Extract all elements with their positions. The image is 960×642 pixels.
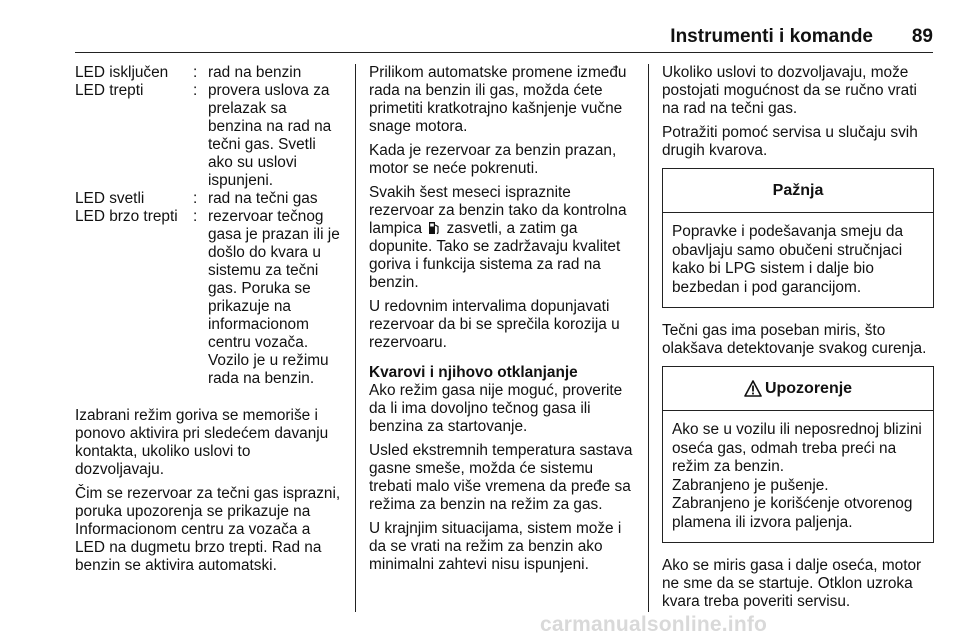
led-description: rezervoar tečnog gasa je prazan ili je došlo do kvara u sistemu za tečni gas. Poruka se prikazuje na informacionom centru vozača. Vozilo je u režimu rada na benzin. — [208, 208, 340, 387]
led-row — [75, 64, 342, 82]
led-status-table — [75, 64, 342, 388]
warning-line: Zabranjeno je pušenje. — [672, 476, 829, 494]
column-divider-2 — [648, 64, 649, 612]
revert-petrol-text: U krajnjim situacijama, sistem može i da se vrati na režim za benzin ako minimalni zahtevi nisu ispunjeni. — [369, 520, 622, 573]
warning-box — [662, 366, 934, 543]
led-description: rad na tečni gas — [208, 190, 318, 207]
led-state: LED isključen — [75, 64, 169, 81]
persistent-smell-text: Ako se miris gasa i dalje oseća, motor ne sme da se startuje. Otklon uzroka kvara treba poveriti servisu. — [662, 557, 922, 610]
lpg-empty-text: Čim se rezervoar za tečni gas isprazni, poruka upozorenja se prikazuje na Informacionom centru za vozača a LED na dugmetu brzo trepti. Rad na benzin se aktivira automatski. — [75, 485, 341, 574]
fuel-mode-memory-text: Izabrani režim goriva se memoriše i ponovo aktivira pri sledećem davanju kontakta, ukoliko uslovi to dozvoljavaju. — [75, 407, 329, 478]
notice-box — [662, 168, 934, 308]
page-title: Instrumenti i komande — [670, 26, 873, 47]
notice-body: Popravke i podešavanja smeju da obavljaju samo obučeni stručnjaci kako bi LPG sistem i dalje bio bezbedan i pod garancijom. — [672, 223, 904, 296]
led-row — [75, 208, 342, 388]
led-state: LED trepti — [75, 82, 144, 99]
header-rule — [75, 52, 933, 53]
led-separator: : — [193, 82, 198, 99]
led-separator: : — [193, 64, 198, 81]
gas-mode-check-text: Ako režim gasa nije moguć, proverite da li ima dovoljno tečnog gasa ili benzina za startovanje. — [369, 382, 623, 435]
page-number: 89 — [911, 26, 933, 47]
column-1 — [75, 64, 342, 581]
service-help-text: Potražiti pomoć servisa u slučaju svih drugih kvarova. — [662, 124, 918, 159]
watermark: carmanualsonline.info — [540, 613, 768, 636]
led-state: LED brzo trepti — [75, 208, 178, 225]
temperature-text: Usled ekstremnih temperatura sastava gasne smeše, možda će sistemu trebati malo više vremena da pređe sa režima za benzin na režim za gas. — [369, 442, 633, 513]
warning-body — [663, 411, 933, 542]
column-divider-1 — [355, 64, 356, 612]
warning-line: Ako se u vozilu ili neposrednoj blizini oseća gas, odmah treba preći na režim za benzin. — [672, 421, 922, 475]
led-description: provera uslova za prelazak sa benzina na rad na tečni gas. Svetli ako su uslovi ispunjeni. — [208, 82, 332, 189]
led-row — [75, 190, 342, 208]
warning-triangle-icon — [744, 380, 762, 397]
page-header — [75, 26, 933, 52]
led-state: LED svetli — [75, 190, 145, 207]
troubleshooting-heading: Kvarovi i njihovo otklanjanje — [369, 364, 578, 381]
gas-smell-text: Tečni gas ima poseban miris, što olakšava detektovanje svakog curenja. — [662, 322, 927, 357]
column-3 — [662, 64, 934, 617]
refill-interval-text: U redovnim intervalima dopunjavati rezervoar da bi se sprečila korozija u rezervoaru. — [369, 298, 620, 351]
notice-title: Pažnja — [663, 169, 933, 213]
led-description: rad na benzin — [208, 64, 302, 81]
six-months-text: Svakih šest meseci ispraznite rezervoar za benzin tako da kontrolna lampica zasvetli, a zatim ga dopunite. Tako se zadržavaju kvalitet goriva i funkcija sistema za rad na benzin. — [369, 184, 627, 291]
led-row — [75, 82, 342, 190]
warning-line: Zabranjeno je korišćenje otvorenog plamena ili izvora paljenja. — [672, 495, 913, 531]
led-separator: : — [193, 190, 198, 207]
auto-switch-text: Prilikom automatske promene između rada na benzin ili gas, možda ćete primetiti kratkotrajno kašnjenje vučne snage motora. — [369, 64, 627, 135]
warning-header — [663, 367, 933, 411]
led-separator: : — [193, 208, 198, 225]
manual-return-text: Ukoliko uslovi to dozvoljavaju, može postojati mogućnost da se ručno vrati na rad na tečni gas. — [662, 64, 917, 117]
empty-petrol-text: Kada je rezervoar za benzin prazan, motor se neće pokrenuti. — [369, 142, 617, 177]
warning-title: Upozorenje — [764, 379, 853, 397]
column-2 — [369, 64, 635, 580]
fuel-lamp-icon — [428, 221, 440, 235]
